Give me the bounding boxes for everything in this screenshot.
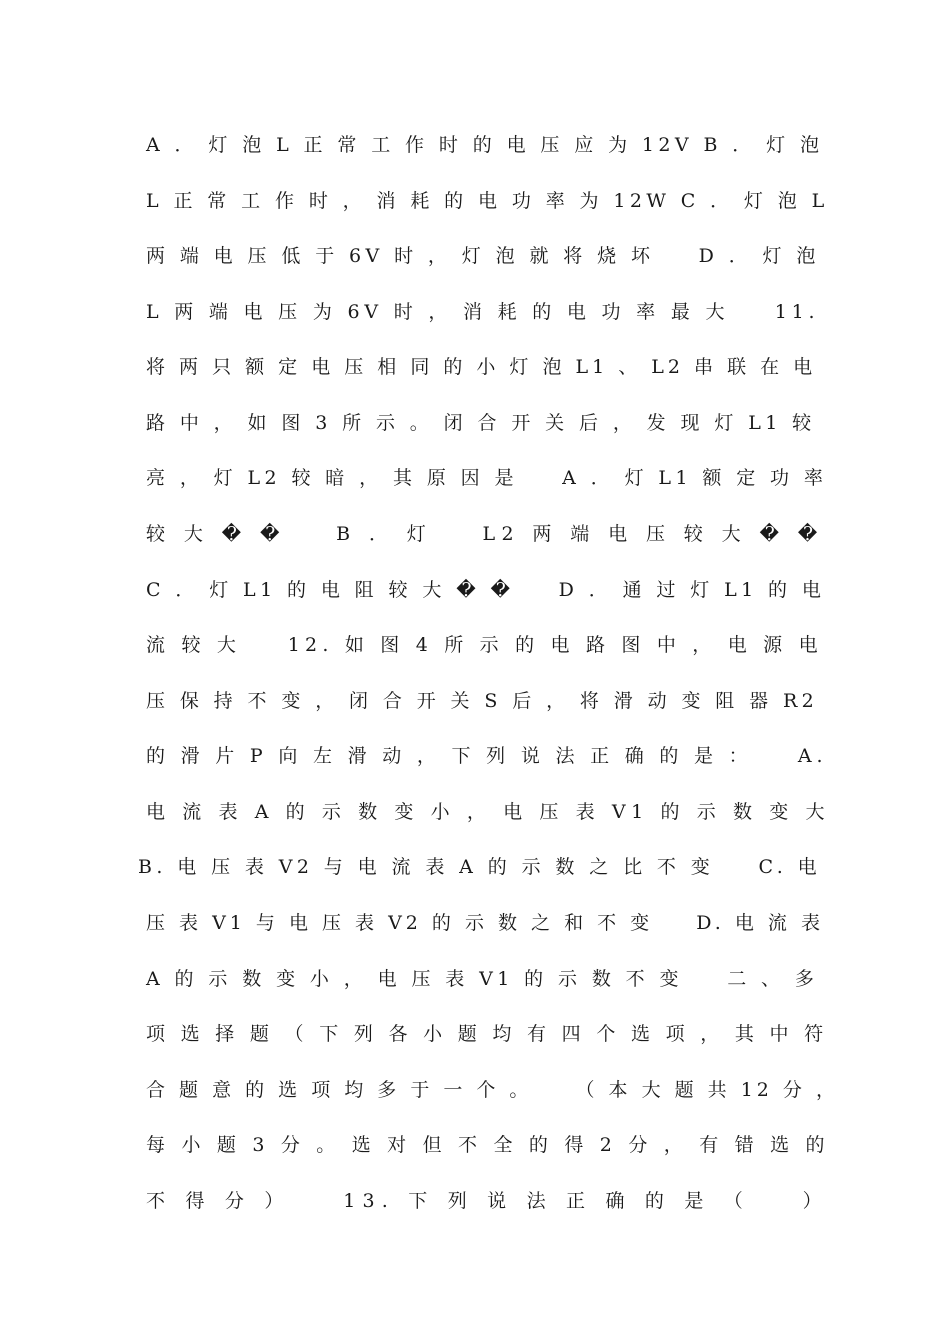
text-line: A 的 示 数 变 小 ， 电 压 表 V1 的 示 数 不 变 二 、 多 — [146, 968, 819, 990]
text-line: 的 滑 片 P 向 左 滑 动 ， 下 列 说 法 正 确 的 是 ： A. — [146, 745, 828, 767]
text-line: 路 中 ， 如 图 3 所 示 。 闭 合 开 关 后 ， 发 现 灯 L1 较 — [146, 412, 816, 434]
text-line: 不 得 分 ） 13. 下 列 说 法 正 确 的 是 （ ） — [146, 1190, 829, 1212]
text-line: 压 表 V1 与 电 压 表 V2 的 示 数 之 和 不 变 D. 电 流 表 — [146, 912, 824, 934]
text-line: 每 小 题 3 分 。 选 对 但 不 全 的 得 2 分 ， 有 错 选 的 — [146, 1134, 830, 1156]
text-line: 项 选 择 题 （ 下 列 各 小 题 均 有 四 个 选 项 ， 其 中 符 — [146, 1023, 828, 1045]
text-line: C ． 灯 L1 的 电 阻 较 大 � � D ． 通 过 灯 L1 的 电 — [146, 579, 826, 601]
text-line: 合 题 意 的 选 项 均 多 于 一 个 。 （ 本 大 题 共 12 分 ， — [146, 1079, 839, 1101]
text-line: 将 两 只 额 定 电 压 相 同 的 小 灯 泡 L1 、 L2 串 联 在 电 — [146, 356, 817, 378]
text-line: 两 端 电 压 低 于 6V 时 ， 灯 泡 就 将 烧 坏 D ． 灯 泡 — [146, 245, 820, 267]
text-line: A ． 灯 泡 L 正 常 工 作 时 的 电 压 应 为 12V B ． 灯 泡 — [146, 134, 824, 156]
text-line: 电 流 表 A 的 示 数 变 小 ， 电 压 表 V1 的 示 数 变 大 — [146, 801, 831, 823]
text-line: 亮 ， 灯 L2 较 暗 ， 其 原 因 是 A ． 灯 L1 额 定 功 率 — [146, 467, 828, 489]
text-line: 较 大 � � B ． 灯 L2 两 端 电 压 较 大 � � — [146, 523, 824, 545]
text-line: 压 保 持 不 变 ， 闭 合 开 关 S 后 ， 将 滑 动 变 阻 器 R2 — [146, 690, 819, 712]
text-line: 流 较 大 12. 如 图 4 所 示 的 电 路 图 中 ， 电 源 电 — [146, 634, 823, 656]
text-line: L 两 端 电 压 为 6V 时 ， 消 耗 的 电 功 率 最 大 11. — [146, 301, 820, 323]
text-line: L 正 常 工 作 时 ， 消 耗 的 电 功 率 为 12W C ． 灯 泡 L — [146, 190, 829, 212]
text-line: B. 电 压 表 V2 与 电 流 表 A 的 示 数 之 比 不 变 C. 电 — [138, 856, 821, 878]
